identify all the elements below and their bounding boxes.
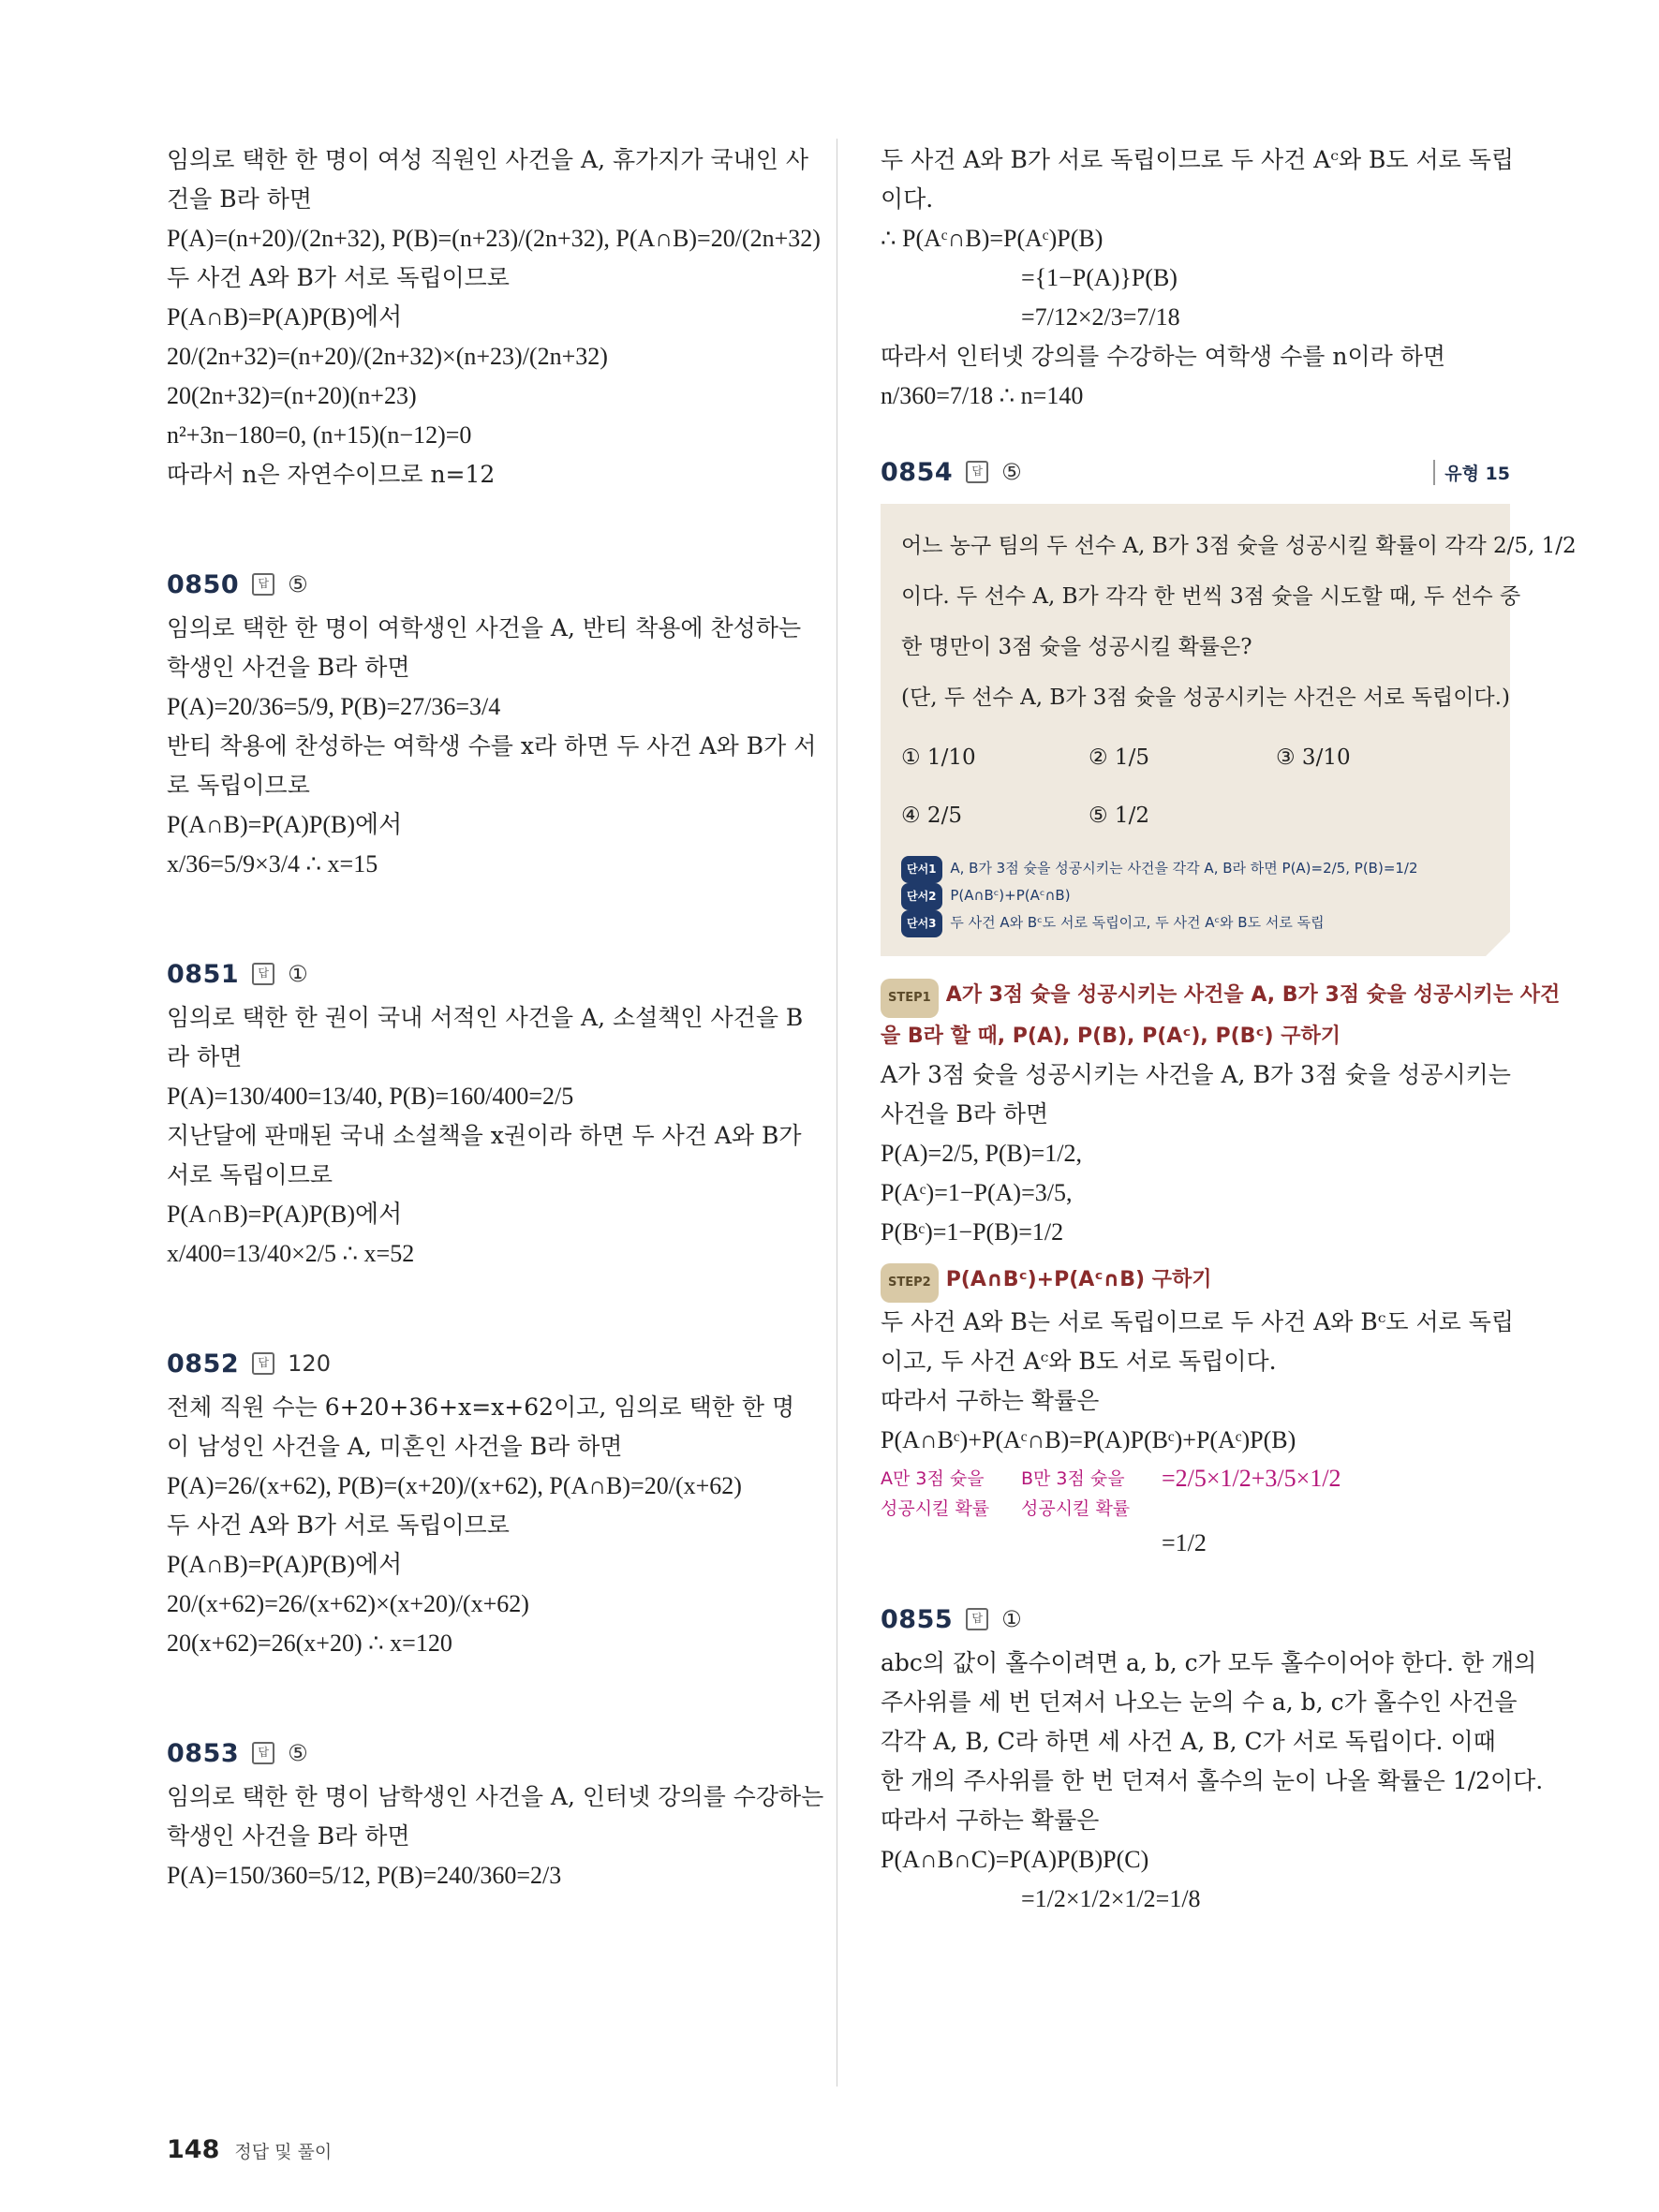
type-tag: 유형 15 [1433, 460, 1510, 485]
text-line: 전체 직원 수는 6+20+36+x=x+62이고, 임의로 택한 한 명 [167, 1394, 795, 1421]
text-line: 두 사건 A와 B가 서로 독립이므로 [167, 264, 510, 291]
problem-number: 0855 [881, 1604, 954, 1634]
hint-text: P(A∩Bᶜ)+P(Aᶜ∩B) [950, 887, 1071, 904]
formula-line: x/36=5/9×3/4 ∴ x=15 [167, 850, 378, 877]
question-line: 어느 농구 팀의 두 선수 A, B가 3점 슛을 성공시킬 확률이 각각 2/5, 1/2 [901, 534, 1577, 558]
text-line: 이 남성인 사건을 A, 미혼인 사건을 B라 하면 [167, 1433, 623, 1460]
choice-3: ③ 3/10 [1276, 745, 1351, 770]
annotation-a: A만 3점 슛을 성공시킬 확률 [881, 1468, 990, 1519]
text-line: 두 사건 A와 B가 서로 독립이므로 두 사건 Aᶜ와 B도 서로 독립 [881, 146, 1515, 173]
problem-0854 [881, 448, 1577, 1563]
text-line: 건을 B라 하면 [167, 185, 313, 213]
formula-line: P(A)=26/(x+62), P(B)=(x+20)/(x+62), P(A∩B)=20/(x+62) [167, 1472, 742, 1499]
answer-value: ⑤ [288, 1740, 308, 1766]
problem-0853-continued [881, 140, 1515, 416]
answer-icon: 답 [252, 963, 274, 985]
text-line: A가 3점 슛을 성공시키는 사건을 A, B가 3점 슛을 성공시키는 [881, 1061, 1511, 1088]
problem-0852 [167, 1339, 796, 1663]
problem-0853 [167, 1729, 824, 1895]
formula-line: 20/(x+62)=26/(x+62)×(x+20)/(x+62) [167, 1590, 529, 1617]
step-title: P(A∩Bᶜ)+P(Aᶜ∩B) 구하기 [945, 1268, 1212, 1291]
text-line: 반티 착용에 찬성하는 여학생 수를 x라 하면 두 사건 A와 B가 서 [167, 732, 817, 759]
formula-line: ={1−P(A)}P(B) [1021, 264, 1178, 291]
text-line: 임의로 택한 한 명이 남학생인 사건을 A, 인터넷 강의를 수강하는 [167, 1783, 824, 1810]
page-number: 148 [167, 2135, 220, 2164]
answer-icon: 답 [252, 1352, 274, 1375]
hint-chip: 단서3 [901, 910, 942, 937]
problem-0851 [167, 950, 804, 1274]
text-line: 임의로 택한 한 권이 국내 서적인 사건을 A, 소설책인 사건을 B [167, 1004, 804, 1031]
formula-line: n/360=7/18 ∴ n=140 [881, 382, 1084, 409]
formula-line: x/400=13/40×2/5 ∴ x=52 [167, 1240, 415, 1267]
left-column [167, 140, 824, 1895]
answer-value: ① [288, 961, 308, 987]
text-line: 주사위를 세 번 던져서 나오는 눈의 수 a, b, c가 홀수인 사건을 [881, 1688, 1518, 1716]
answer-value: ⑤ [1001, 459, 1022, 485]
text-line: 로 독립이므로 [167, 772, 310, 799]
hint-3 [901, 910, 1489, 937]
answer-icon: 답 [252, 573, 274, 596]
hint-text: A, B가 3점 슛을 성공시키는 사건을 각각 A, B라 하면 P(A)=2/5, P(B)=1/2 [950, 860, 1418, 877]
formula-line: P(A)=2/5, P(B)=1/2, [881, 1140, 1082, 1167]
hint-text: 두 사건 A와 Bᶜ도 서로 독립이고, 두 사건 Aᶜ와 B도 서로 독립 [950, 914, 1325, 931]
text-line: 학생인 사건을 B라 하면 [167, 654, 410, 681]
text-line: 서로 독립이므로 [167, 1161, 333, 1188]
problem-0855 [881, 1595, 1544, 1919]
annotation-b: B만 3점 슛을 성공시킬 확률 [1021, 1468, 1131, 1519]
step-title: 을 B라 할 때, P(A), P(B), P(Aᶜ), P(Bᶜ) 구하기 [881, 1025, 1341, 1048]
right-column [881, 140, 1577, 1919]
formula-line: ∴ P(Aᶜ∩B)=P(Aᶜ)P(B) [881, 225, 1104, 252]
question-line: (단, 두 선수 A, B가 3점 슛을 성공시키는 사건은 서로 독립이다.) [901, 686, 1510, 710]
step-1 [881, 977, 1561, 1252]
text-line: 두 사건 A와 B는 서로 독립이므로 두 사건 A와 Bᶜ도 서로 독립 [881, 1308, 1515, 1335]
prev-solution [167, 140, 821, 494]
text-line: abc의 값이 홀수이려면 a, b, c가 모두 홀수이어야 한다. 한 개의 [881, 1649, 1537, 1676]
text-line: 지난달에 판매된 국내 소설책을 x권이라 하면 두 사건 A와 B가 [167, 1122, 802, 1149]
text-line: 따라서 구하는 확률은 [881, 1806, 1100, 1834]
question-line: 이다. 두 선수 A, B가 각각 한 번씩 3점 슛을 시도할 때, 두 선수 중 [901, 584, 1521, 609]
hint-1 [901, 856, 1489, 883]
choice-4: ④ 2/5 [901, 804, 962, 828]
text-line: 따라서 인터넷 강의를 수강하는 여학생 수를 n이라 하면 [881, 343, 1446, 370]
text-line: 라 하면 [167, 1043, 243, 1070]
answer-icon: 답 [252, 1742, 274, 1764]
hint-2 [901, 883, 1489, 910]
answer-icon: 답 [966, 1608, 988, 1630]
formula-line: 20(x+62)=26(x+20) ∴ x=120 [167, 1630, 452, 1657]
choice-5: ⑤ 1/2 [1089, 804, 1149, 828]
formula-line: P(A∩B)=P(A)P(B)에서 [167, 1551, 403, 1578]
formula-line: P(A)=(n+20)/(2n+32), P(B)=(n+23)/(2n+32), P(A∩B)=20/(2n+32) [167, 225, 821, 252]
text-line: 한 개의 주사위를 한 번 던져서 홀수의 눈이 나올 확률은 1/2이다. [881, 1767, 1544, 1794]
answer-icon: 답 [966, 461, 988, 483]
page-footer [167, 2135, 332, 2164]
step-title: A가 3점 슛을 성공시키는 사건을 A, B가 3점 슛을 성공시키는 사건 [945, 983, 1561, 1007]
annotation-row [881, 1464, 1510, 1524]
problem-number: 0853 [167, 1738, 240, 1768]
choice-2: ② 1/5 [1089, 745, 1149, 770]
choice-list [901, 729, 1489, 845]
text-line: 따라서 n은 자연수이므로 n=12 [167, 461, 496, 488]
problem-number: 0851 [167, 959, 240, 989]
problem-0850 [167, 560, 817, 884]
formula-line: =2/5×1/2+3/5×1/2 [1162, 1465, 1341, 1492]
text-line: 임의로 택한 한 명이 여학생인 사건을 A, 반티 착용에 찬성하는 [167, 614, 802, 641]
text-line: 따라서 구하는 확률은 [881, 1387, 1100, 1414]
question-line: 한 명만이 3점 슛을 성공시킬 확률은? [901, 635, 1252, 659]
formula-line: =7/12×2/3=7/18 [1021, 303, 1180, 331]
formula-line: P(A∩B)=P(A)P(B)에서 [167, 811, 403, 838]
hint-chip: 단서2 [901, 883, 942, 910]
problem-number: 0850 [167, 569, 240, 599]
formula-line: P(A∩Bᶜ)+P(Aᶜ∩B)=P(A)P(Bᶜ)+P(Aᶜ)P(B) [881, 1426, 1296, 1453]
text-line: 학생인 사건을 B라 하면 [167, 1822, 410, 1850]
formula-line: P(Bᶜ)=1−P(B)=1/2 [881, 1218, 1064, 1246]
answer-value: ① [1001, 1606, 1022, 1632]
answer-value: 120 [288, 1350, 331, 1377]
formula-line: P(Aᶜ)=1−P(A)=3/5, [881, 1179, 1073, 1206]
formula-line: P(A∩B∩C)=P(A)P(B)P(C) [881, 1846, 1149, 1873]
step-badge: STEP1 [881, 979, 939, 1018]
problem-number: 0854 [881, 457, 954, 487]
choice-1: ① 1/10 [901, 745, 976, 770]
text-line: 두 사건 A와 B가 서로 독립이므로 [167, 1512, 510, 1539]
problem-number: 0852 [167, 1349, 240, 1379]
text-line: 사건을 B라 하면 [881, 1100, 1049, 1128]
text-line: 이다. [881, 185, 934, 213]
text-line: 각각 A, B, C라 하면 세 사건 A, B, C가 서로 독립이다. 이때 [881, 1728, 1496, 1755]
step-2 [881, 1261, 1515, 1563]
formula-line: 20(2n+32)=(n+20)(n+23) [167, 382, 417, 409]
page-section-title: 정답 및 풀이 [234, 2142, 333, 2162]
formula-line: P(A∩B)=P(A)P(B)에서 [167, 303, 403, 331]
formula-line: 20/(2n+32)=(n+20)/(2n+32)×(n+23)/(2n+32) [167, 343, 608, 370]
question-box [881, 504, 1577, 956]
step-badge: STEP2 [881, 1263, 939, 1303]
formula-line: P(A)=150/360=5/12, P(B)=240/360=2/3 [167, 1862, 562, 1889]
formula-line: P(A∩B)=P(A)P(B)에서 [167, 1201, 403, 1228]
text-line: 이고, 두 사건 Aᶜ와 B도 서로 독립이다. [881, 1348, 1277, 1375]
formula-line: P(A)=130/400=13/40, P(B)=160/400=2/5 [167, 1083, 574, 1110]
formula-line: =1/2×1/2×1/2=1/8 [1021, 1885, 1201, 1912]
answer-value: ⑤ [288, 571, 308, 597]
hint-chip: 단서1 [901, 856, 942, 883]
formula-line: n²+3n−180=0, (n+15)(n−12)=0 [167, 421, 472, 449]
formula-line: P(A)=20/36=5/9, P(B)=27/36=3/4 [167, 693, 501, 720]
formula-line: =1/2 [1162, 1529, 1207, 1556]
text-line: 임의로 택한 한 명이 여성 직원인 사건을 A, 휴가지가 국내인 사 [167, 146, 809, 173]
